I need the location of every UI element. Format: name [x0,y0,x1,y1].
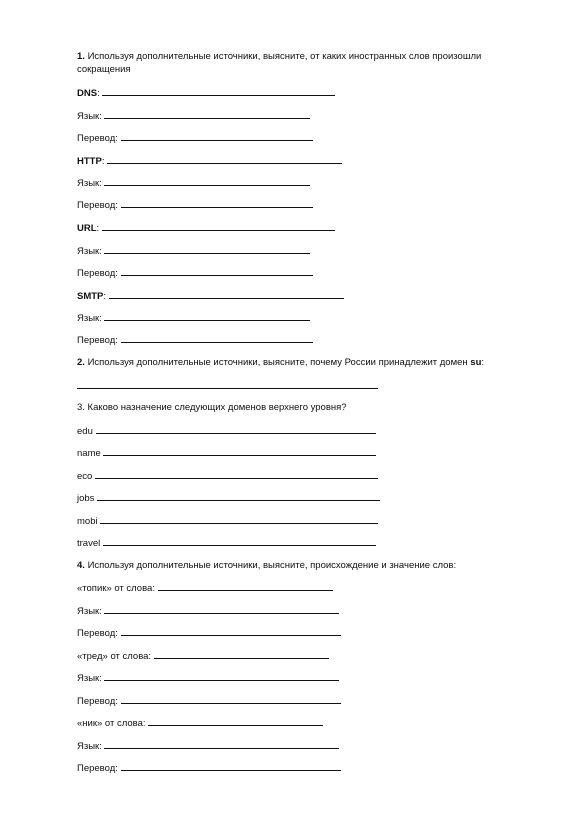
translation-label: Перевод: [77,696,118,707]
question-1-text: Используя дополнительные источники, выясните, от каких иностранных слов произошли сокращения [77,51,482,75]
q3-domain-name [77,446,376,459]
q4-tred-language [77,671,339,684]
question-2-number: 2. [77,357,85,368]
translation-label: Перевод: [77,628,118,639]
domain-label: travel [77,538,101,549]
answer-blank[interactable] [109,289,344,299]
answer-blank[interactable] [102,86,335,96]
q3-domain-mobi [77,514,378,527]
answer-blank[interactable] [121,333,313,343]
answer-blank[interactable] [121,761,341,771]
term-label: DNS [77,88,98,99]
word-label: «ник» от слова: [77,718,146,729]
language-label: Язык: [77,111,102,122]
answer-blank[interactable] [104,739,339,749]
question-4-text: Используя дополнительные источники, выясните, происхождение и значение слов: [87,560,457,571]
language-label: Язык: [77,178,102,189]
q4-word-topik [77,581,333,594]
domain-label: mobi [77,516,98,527]
answer-blank[interactable] [104,109,310,119]
answer-blank[interactable] [103,536,376,546]
q4-topik-translation [77,626,341,639]
translation-label: Перевод: [77,133,118,144]
answer-blank[interactable] [154,649,329,659]
q3-domain-eco [77,469,378,482]
answer-blank[interactable] [104,671,339,681]
answer-blank[interactable] [158,581,333,591]
q4-word-nik [77,716,323,729]
question-4-number: 4. [77,560,85,571]
q1-dns-language [77,109,310,122]
question-4-heading [77,559,456,572]
term-label: HTTP [77,156,102,167]
q1-smtp-translation [77,333,313,346]
q1-url-translation [77,266,313,279]
term-colon: : [101,156,105,167]
answer-blank[interactable] [121,266,313,276]
q2-answer-blank[interactable] [77,387,378,389]
domain-label: jobs [77,493,95,504]
answer-blank[interactable] [121,131,313,141]
q1-http-language [77,176,310,189]
q1-term-dns [77,86,335,99]
term-colon: : [96,223,100,234]
language-label: Язык: [77,606,102,617]
q3-domain-edu [77,424,376,437]
q3-domain-jobs [77,491,380,504]
question-2-text: Используя дополнительные источники, выясните, почему России принадлежит домен [87,357,468,368]
question-3-heading: 3. Каково назначение следующих доменов верхнего уровня? [77,402,347,413]
answer-blank[interactable] [107,154,342,164]
term-label: URL [77,223,97,234]
answer-blank[interactable] [121,694,341,704]
language-label: Язык: [77,741,102,752]
question-1-heading [77,50,527,76]
q4-topik-language [77,604,339,617]
question-2-domain: su [470,357,482,368]
translation-label: Перевод: [77,335,118,346]
answer-blank[interactable] [121,626,341,636]
domain-label: eco [77,471,93,482]
translation-label: Перевод: [77,268,118,279]
language-label: Язык: [77,673,102,684]
q1-term-smtp [77,289,344,302]
answer-blank[interactable] [104,176,310,186]
answer-blank[interactable] [102,221,335,231]
term-colon: : [97,88,100,99]
question-1-number: 1. [77,51,85,62]
q1-http-translation [77,198,313,211]
domain-label: edu [77,426,93,437]
answer-blank[interactable] [96,424,376,434]
answer-blank[interactable] [100,514,378,524]
answer-blank[interactable] [104,244,310,254]
language-label: Язык: [77,313,102,324]
translation-label: Перевод: [77,763,118,774]
question-2-colon: : [481,357,485,368]
answer-blank[interactable] [121,198,313,208]
term-colon: : [103,291,107,302]
answer-blank[interactable] [104,604,339,614]
q4-tred-translation [77,694,341,707]
answer-blank[interactable] [97,491,380,501]
answer-blank[interactable] [104,311,310,321]
q4-nik-translation [77,761,341,774]
q1-term-url [77,221,335,234]
answer-blank[interactable] [103,446,376,456]
answer-blank[interactable] [148,716,323,726]
word-label: «тред» от слова: [77,651,152,662]
q4-word-tred [77,649,329,662]
q4-nik-language [77,739,339,752]
answer-blank[interactable] [95,469,378,479]
term-label: SMTP [77,291,104,302]
q3-domain-travel [77,536,376,549]
question-2-heading [77,356,484,369]
domain-label: name [77,448,101,459]
q1-term-http [77,154,342,167]
word-label: «топик» от слова: [77,583,155,594]
q1-dns-translation [77,131,313,144]
language-label: Язык: [77,246,102,257]
q1-url-language [77,244,310,257]
q1-smtp-language [77,311,310,324]
translation-label: Перевод: [77,200,118,211]
